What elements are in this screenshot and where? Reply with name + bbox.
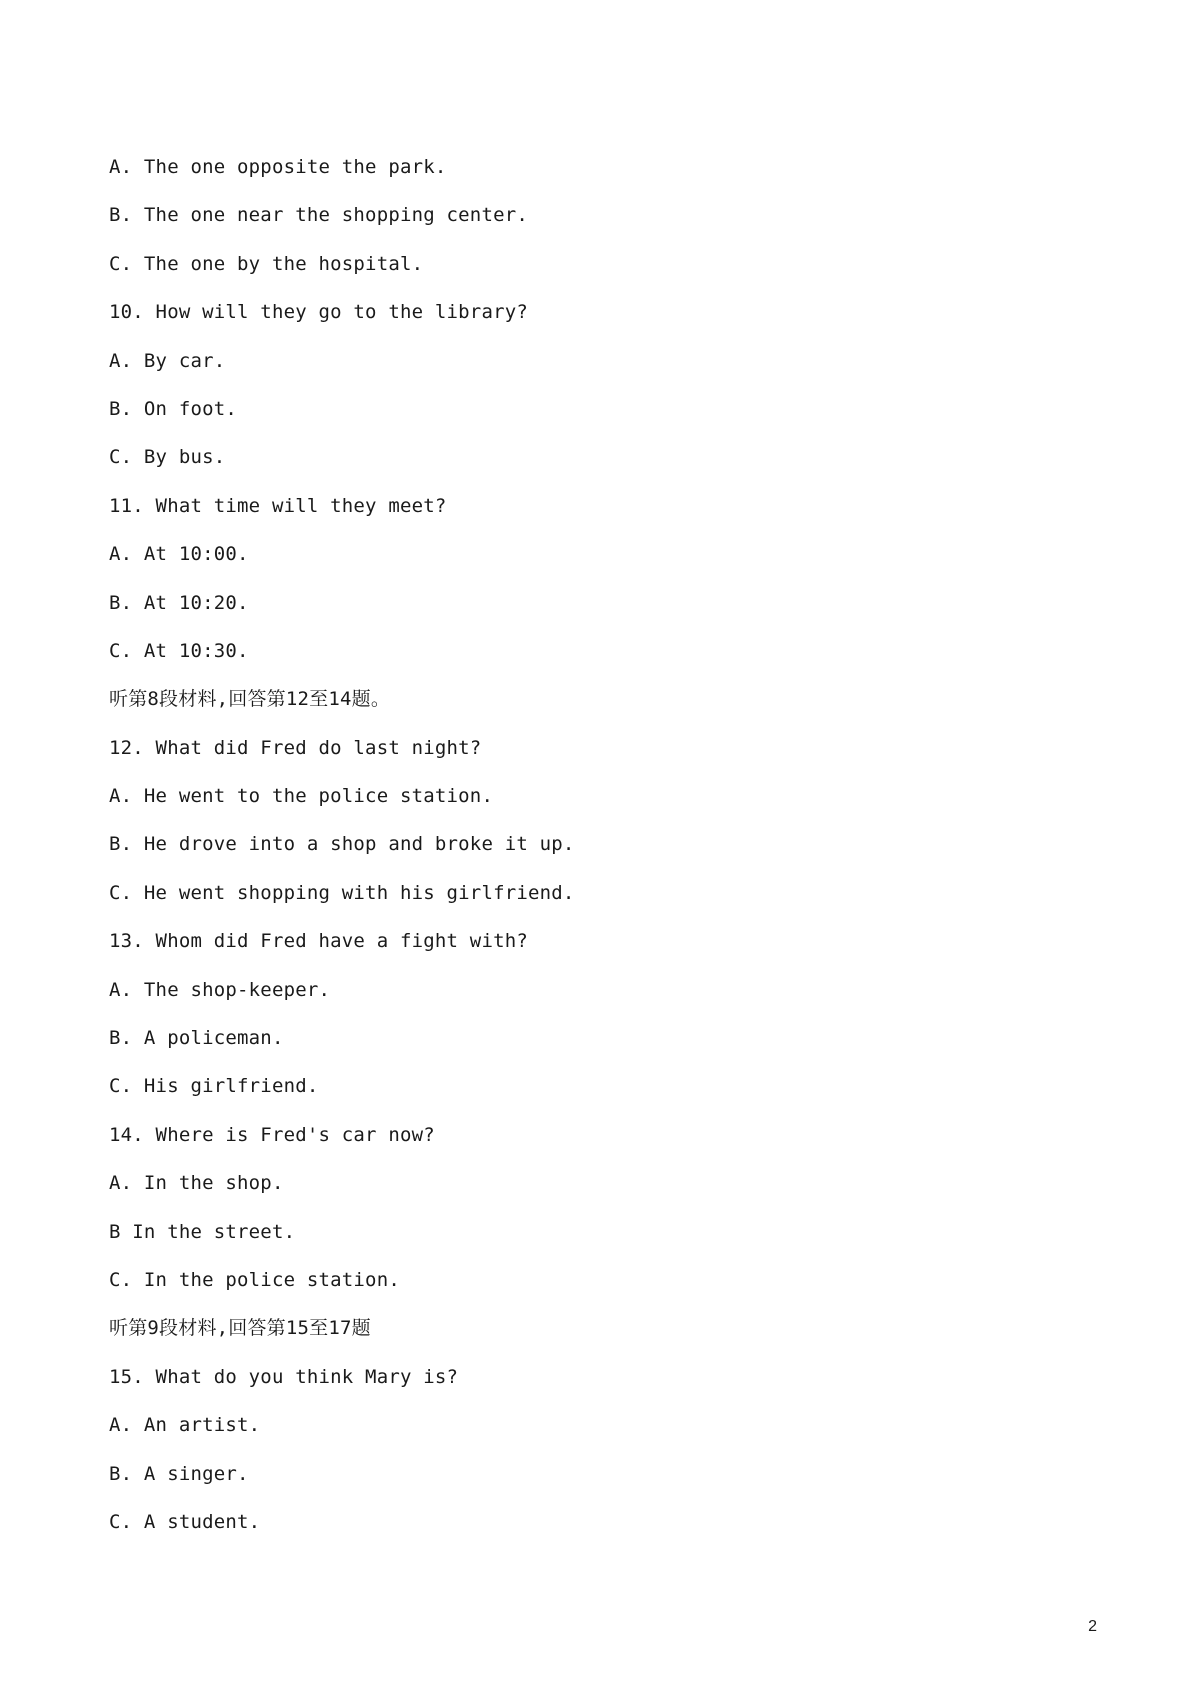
option-line: C. His girlfriend. [109,1075,319,1098]
page-number: 2 [1088,1618,1097,1635]
option-line: B. A policeman. [109,1027,284,1050]
option-line: C. A student. [109,1510,261,1533]
option-line: B In the street. [109,1220,296,1243]
option-line: A. An artist. [109,1414,261,1437]
option-line: A. The shop-keeper. [109,978,331,1001]
option-line: A. In the shop. [109,1172,284,1195]
option-line: B. On foot. [109,397,238,420]
option-line: C. In the police station. [109,1268,400,1291]
question-line: 14. Where is Fred's car now? [109,1123,435,1146]
option-line: B. The one near the shopping center. [109,204,529,227]
exam-text [109,152,575,1555]
option-line: C. By bus. [109,446,226,469]
section-instruction: 听第8段材料,回答第12至14题。 [109,688,391,711]
option-line: A. He went to the police station. [109,785,494,808]
question-line: 15. What do you think Mary is? [109,1365,459,1388]
question-line: 10. How will they go to the library? [109,301,529,324]
section-instruction: 听第9段材料,回答第15至17题 [109,1317,371,1340]
option-line: C. He went shopping with his girlfriend. [109,881,575,904]
option-line: A. By car. [109,349,226,372]
question-line: 13. Whom did Fred have a fight with? [109,930,529,953]
option-line: A. The one opposite the park. [109,156,447,178]
question-line: 11. What time will they meet? [109,494,447,517]
question-line: 12. What did Fred do last night? [109,736,482,759]
option-line: B. A singer. [109,1462,249,1485]
option-line: B. At 10:20. [109,591,249,614]
option-line: A. At 10:00. [109,543,249,566]
option-line: C. The one by the hospital. [109,252,424,275]
option-line: C. At 10:30. [109,639,249,662]
option-line: B. He drove into a shop and broke it up. [109,833,575,856]
